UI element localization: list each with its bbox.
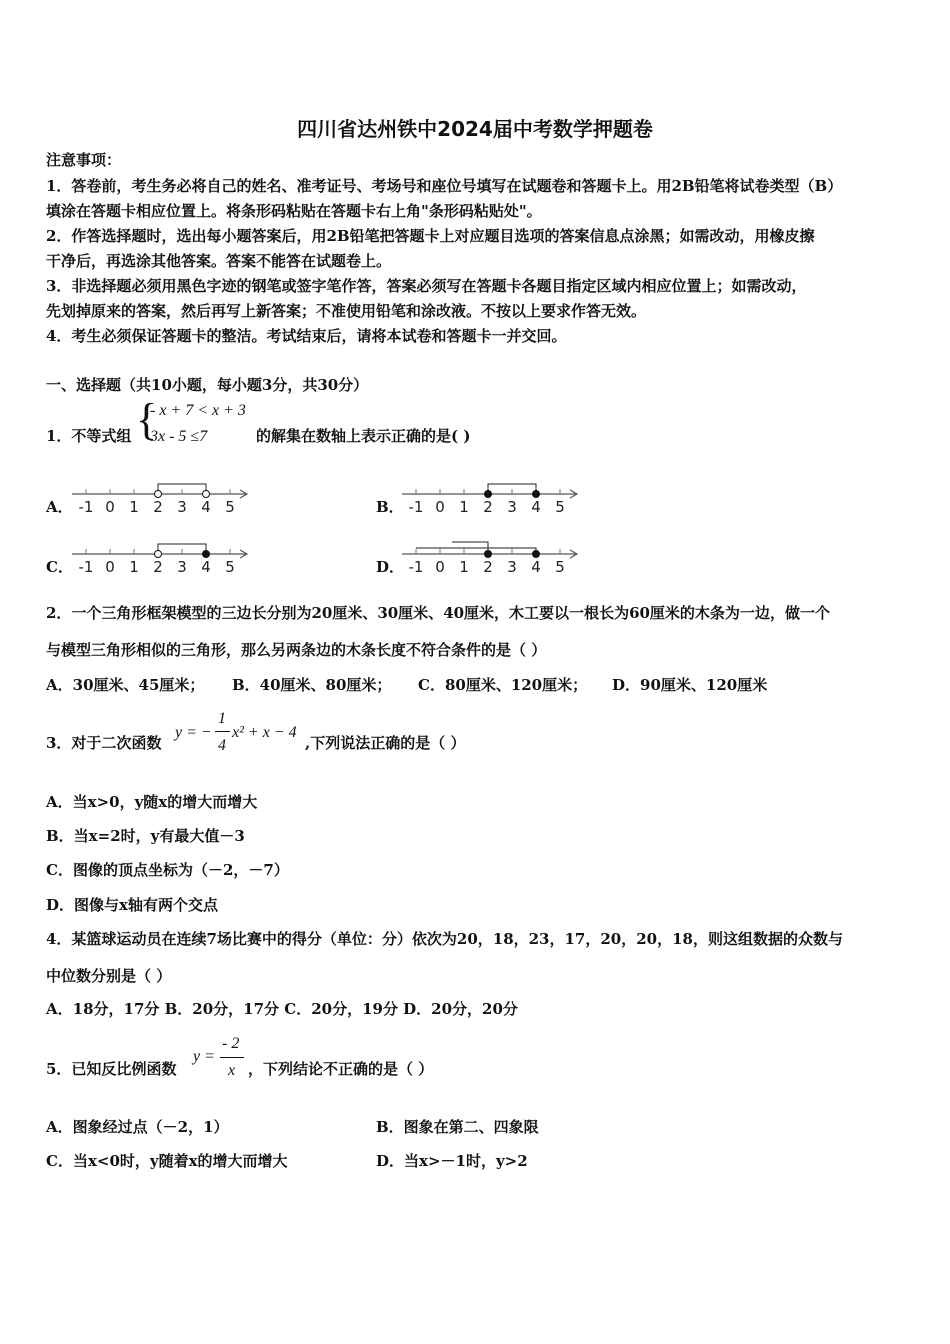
q5-option-c: C．当x<0时，y随着x的增大而增大 [46,1152,288,1170]
system-brace: { [136,395,158,444]
notice-line: 2．作答选择题时，选出每小题答案后，用2B铅笔把答题卡上对应题目选项的答案信息点涂黑；如需改动，用橡皮擦 [46,227,815,245]
q3-option-b: B．当x=2时，y有最大值－3 [46,827,245,845]
tick-label: 5 [225,558,235,576]
tick-label: -1 [78,498,94,516]
tick-label: 5 [555,498,565,516]
q5-option-b: B．图象在第二、四象限 [376,1118,539,1136]
number-line-a [70,474,260,522]
fraction-bar [215,731,230,732]
notice-line: 4．考生必须保证答题卡的整洁。考试结束后，请将本试卷和答题卡一并交回。 [46,327,567,345]
open-endpoint [155,551,162,558]
q5-func-y: y = [193,1048,215,1065]
closed-endpoint [203,551,210,558]
q1-option-b-label: B． [376,498,404,516]
notice-line: 先划掉原来的答案，然后再写上新答案；不准使用铅笔和涂改液。不按以上要求作答无效。 [46,302,647,320]
tick-label: 1 [459,558,469,576]
q1-option-a-label: A． [46,498,73,516]
tick-label: 0 [435,558,445,576]
q3-func-y: y = − [175,724,212,741]
q5-frac-num: - 2 [222,1035,240,1052]
closed-endpoint [485,491,492,498]
q2-option-b: B．40厘米、80厘米； [232,676,392,694]
closed-endpoint [533,491,540,498]
closed-endpoint [533,551,540,558]
tick-label: 2 [153,498,163,516]
notice-heading: 注意事项： [46,151,122,169]
tick-label: 0 [105,498,115,516]
q5-option-a: A．图象经过点（－2，1） [46,1118,229,1136]
tick-label: 4 [201,498,211,516]
q1-inequality-2: 3x - 5 ≤7 [150,428,208,445]
number-line-d [400,534,590,582]
tick-label: 3 [507,498,517,516]
q5-suffix: ，下列结论不正确的是（ ） [248,1060,434,1078]
tick-label: 1 [129,558,139,576]
tick-label: 3 [177,558,187,576]
q5-option-d: D．当x>－1时，y>2 [376,1152,528,1170]
q3-prefix: 3．对于二次函数 [46,734,162,752]
q3-frac-num: 1 [218,710,226,727]
tick-label: 0 [105,558,115,576]
notice-line: 1．答卷前，考生务必将自己的姓名、准考证号、考场号和座位号填写在试题卷和答题卡上。用2B铅笔将试卷类型（B） [46,177,843,195]
notice-line: 3．非选择题必须用黑色字迹的钢笔或签字笔作答，答案必须写在答题卡各题目指定区域内相应位置上；如需改动， [46,277,807,295]
tick-label: 4 [201,558,211,576]
q2-option-c: C．80厘米、120厘米； [418,676,588,694]
solution-ray [416,548,536,554]
section-heading: 一、选择题（共10小题，每小题3分，共30分） [46,376,369,394]
tick-label: 0 [435,498,445,516]
q1-suffix: 的解集在数轴上表示正确的是( ) [256,427,471,445]
q4-line-1: 4．某篮球运动员在连续7场比赛中的得分（单位：分）依次为20，18，23，17，20，20，18，则这组数据的众数与 [46,930,843,948]
q5-prefix: 5．已知反比例函数 [46,1060,177,1078]
q1-option-d-label: D． [376,558,405,576]
q2-option-a: A．30厘米、45厘米； [46,676,205,694]
q2-line-1: 2．一个三角形框架模型的三边长分别为20厘米、30厘米、40厘米，木工要以一根长为60厘米的木条为一边，做一个 [46,604,830,622]
fraction-bar [220,1057,244,1058]
q3-frac-den: 4 [218,737,226,754]
open-endpoint [155,491,162,498]
tick-label: 4 [531,498,541,516]
notice-line: 填涂在答题卡相应位置上。将条形码粘贴在答题卡右上角"条形码粘贴处"。 [46,202,542,220]
q4-options: A．18分，17分 B．20分，17分 C．20分，19分 D．20分，20分 [46,1000,518,1018]
q4-line-2: 中位数分别是（ ） [46,967,172,985]
tick-label: 5 [555,558,565,576]
q3-option-c: C．图像的顶点坐标为（－2，－7） [46,861,289,879]
number-line-c [70,534,260,582]
tick-label: -1 [408,558,424,576]
q5-frac-den: x [228,1062,236,1079]
tick-label: 4 [531,558,541,576]
tick-label: 3 [507,558,517,576]
number-line-b [400,474,590,522]
tick-label: -1 [78,558,94,576]
tick-label: 2 [483,558,493,576]
tick-label: 5 [225,498,235,516]
tick-label: 1 [459,498,469,516]
notice-line: 干净后，再选涂其他答案。答案不能答在试题卷上。 [46,252,392,270]
q1-option-c-label: C． [46,558,73,576]
q3-option-a: A．当x>0，y随x的增大而增大 [46,793,258,811]
q1-prefix: 1．不等式组 [46,427,132,445]
tick-label: 2 [483,498,493,516]
q2-option-d: D．90厘米、120厘米 [612,676,768,694]
tick-label: 1 [129,498,139,516]
q3-suffix: ,下列说法正确的是（ ） [305,734,466,752]
q3-option-d: D．图像与x轴有两个交点 [46,896,218,914]
tick-label: 2 [153,558,163,576]
q3-func-rest: x² + x − 4 [232,724,297,741]
q2-line-2: 与模型三角形相似的三角形，那么另两条边的木条长度不符合条件的是（ ） [46,641,547,659]
open-endpoint [203,491,210,498]
page-title: 四川省达州铁中2024届中考数学押题卷 [297,117,653,141]
q1-inequality-1: - x + 7 < x + 3 [150,402,246,419]
closed-endpoint [485,551,492,558]
tick-label: 3 [177,498,187,516]
tick-label: -1 [408,498,424,516]
